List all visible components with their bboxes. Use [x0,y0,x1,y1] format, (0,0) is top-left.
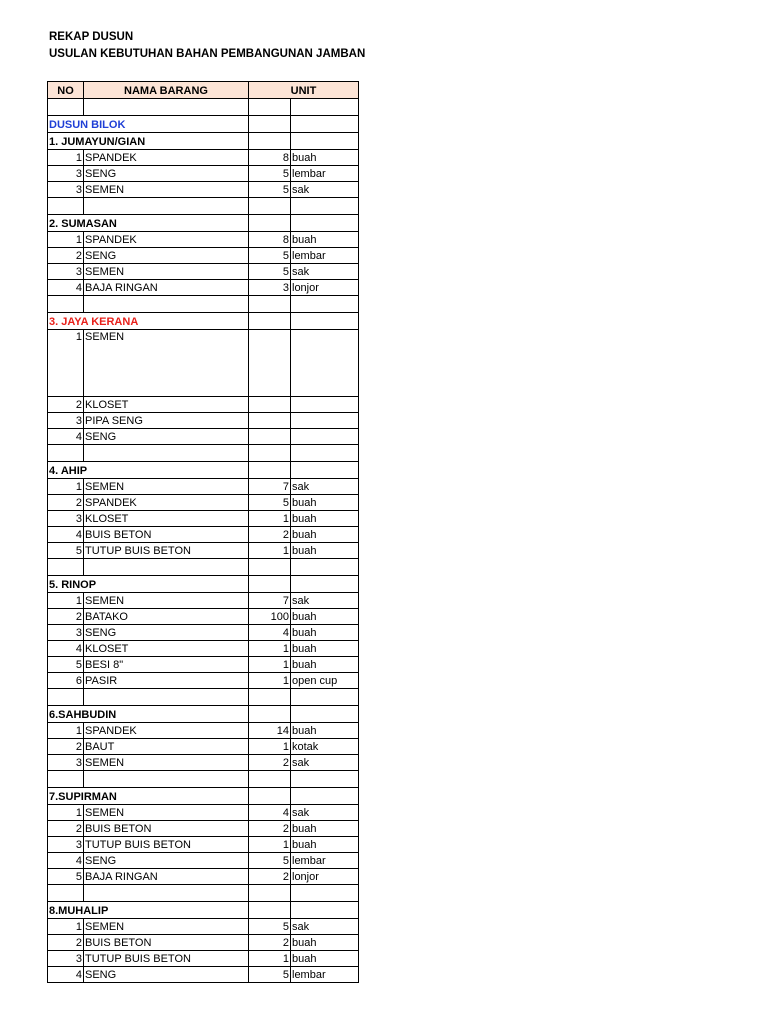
unit-cell[interactable]: buah [291,657,359,673]
no-cell[interactable]: 1 [48,805,84,821]
qty-cell[interactable]: 5 [249,248,291,264]
material-needs-table [47,81,359,983]
name-cell[interactable]: BAUT [84,739,249,755]
header-no[interactable]: NO [48,82,84,99]
empty-cell[interactable] [48,198,84,215]
empty-cell[interactable] [291,576,359,593]
qty-cell[interactable]: 1 [249,951,291,967]
qty-cell[interactable]: 5 [249,495,291,511]
qty-cell[interactable]: 3 [249,280,291,296]
qty-cell[interactable]: 5 [249,967,291,983]
qty-cell[interactable]: 2 [249,935,291,951]
table-row [48,397,359,413]
name-cell[interactable]: KLOSET [84,641,249,657]
table-row [48,837,359,853]
report-subtitle: USULAN KEBUTUHAN BAHAN PEMBANGUNAN JAMBAN [49,48,366,60]
no-cell[interactable]: 1 [48,593,84,609]
name-cell[interactable]: SENG [84,166,249,182]
name-cell[interactable]: BUIS BETON [84,821,249,837]
empty-cell[interactable] [84,559,249,576]
empty-cell[interactable] [291,689,359,706]
qty-cell[interactable]: 100 [249,609,291,625]
blank-row [48,445,359,462]
unit-cell[interactable]: buah [291,821,359,837]
empty-cell[interactable] [291,116,359,133]
no-cell[interactable]: 4 [48,429,84,445]
unit-cell[interactable]: kotak [291,739,359,755]
name-cell[interactable]: SPANDEK [84,232,249,248]
qty-cell[interactable]: 5 [249,264,291,280]
no-cell[interactable]: 5 [48,869,84,885]
table-row [48,543,359,559]
qty-cell[interactable]: 5 [249,166,291,182]
qty-cell[interactable]: 7 [249,479,291,495]
section-label[interactable]: 4. AHIP [48,462,249,479]
qty-cell[interactable]: 2 [249,755,291,771]
empty-cell[interactable] [291,198,359,215]
name-cell[interactable]: BUIS BETON [84,527,249,543]
empty-cell[interactable] [291,771,359,788]
empty-cell[interactable] [249,689,291,706]
no-cell[interactable]: 2 [48,935,84,951]
table-row [48,919,359,935]
empty-cell[interactable] [84,198,249,215]
table-row [48,967,359,983]
no-cell[interactable]: 1 [48,330,84,397]
section-label[interactable]: 1. JUMAYUN/GIAN [48,133,249,150]
unit-cell[interactable] [291,413,359,429]
name-cell[interactable]: SENG [84,248,249,264]
empty-cell[interactable] [291,296,359,313]
no-cell[interactable]: 3 [48,625,84,641]
unit-cell[interactable]: buah [291,935,359,951]
table-row [48,413,359,429]
unit-cell[interactable]: buah [291,511,359,527]
blank-row [48,99,359,116]
no-cell[interactable]: 3 [48,837,84,853]
qty-cell[interactable]: 1 [249,641,291,657]
name-cell[interactable]: PIPA SENG [84,413,249,429]
unit-cell[interactable]: sak [291,182,359,198]
section-row [48,116,359,133]
table-row [48,511,359,527]
no-cell[interactable]: 1 [48,723,84,739]
name-cell[interactable]: SPANDEK [84,723,249,739]
qty-cell[interactable]: 7 [249,593,291,609]
name-cell[interactable]: BATAKO [84,609,249,625]
qty-cell[interactable]: 1 [249,837,291,853]
empty-cell[interactable] [249,559,291,576]
table-row [48,755,359,771]
empty-cell[interactable] [48,559,84,576]
unit-cell[interactable] [291,429,359,445]
empty-cell[interactable] [84,99,249,116]
empty-cell[interactable] [291,215,359,232]
table-row [48,264,359,280]
name-cell[interactable]: TUTUP BUIS BETON [84,837,249,853]
header-nama-barang[interactable]: NAMA BARANG [84,82,249,99]
qty-cell[interactable]: 1 [249,657,291,673]
section-label[interactable]: 3. JAYA KERANA [48,313,249,330]
section-label[interactable]: 8.MUHALIP [48,902,249,919]
qty-cell[interactable] [249,330,291,397]
empty-cell[interactable] [249,116,291,133]
empty-cell[interactable] [291,462,359,479]
unit-cell[interactable]: sak [291,479,359,495]
table-row [48,182,359,198]
no-cell[interactable]: 3 [48,264,84,280]
empty-cell[interactable] [291,706,359,723]
empty-cell[interactable] [249,902,291,919]
table-row [48,495,359,511]
no-cell[interactable]: 2 [48,495,84,511]
section-row [48,313,359,330]
table-row [48,429,359,445]
empty-cell[interactable] [48,445,84,462]
no-cell[interactable]: 4 [48,641,84,657]
name-cell[interactable]: BAJA RINGAN [84,869,249,885]
table-row [48,805,359,821]
table-row [48,869,359,885]
unit-cell[interactable]: buah [291,495,359,511]
qty-cell[interactable]: 5 [249,853,291,869]
table-row [48,609,359,625]
no-cell[interactable]: 3 [48,166,84,182]
qty-cell[interactable]: 2 [249,527,291,543]
no-cell[interactable]: 2 [48,248,84,264]
empty-cell[interactable] [249,296,291,313]
empty-cell[interactable] [291,885,359,902]
no-cell[interactable]: 4 [48,853,84,869]
empty-cell[interactable] [48,689,84,706]
name-cell[interactable]: BUIS BETON [84,935,249,951]
name-cell[interactable]: SENG [84,967,249,983]
table-row [48,248,359,264]
unit-cell[interactable]: buah [291,723,359,739]
no-cell[interactable]: 2 [48,397,84,413]
unit-cell[interactable]: lembar [291,248,359,264]
empty-cell[interactable] [249,576,291,593]
qty-cell[interactable]: 8 [249,150,291,166]
empty-cell[interactable] [48,99,84,116]
table-row [48,951,359,967]
name-cell[interactable]: TUTUP BUIS BETON [84,951,249,967]
empty-cell[interactable] [84,885,249,902]
name-cell[interactable]: SPANDEK [84,150,249,166]
empty-cell[interactable] [48,771,84,788]
table-row [48,150,359,166]
qty-cell[interactable]: 5 [249,919,291,935]
empty-cell[interactable] [249,198,291,215]
no-cell[interactable]: 5 [48,543,84,559]
qty-cell[interactable] [249,429,291,445]
no-cell[interactable]: 3 [48,182,84,198]
no-cell[interactable]: 5 [48,657,84,673]
qty-cell[interactable]: 5 [249,182,291,198]
empty-cell[interactable] [249,445,291,462]
table-row [48,232,359,248]
section-label[interactable]: 7.SUPIRMAN [48,788,249,805]
empty-cell[interactable] [48,885,84,902]
table-row [48,673,359,689]
name-cell[interactable]: KLOSET [84,511,249,527]
empty-cell[interactable] [249,771,291,788]
no-cell[interactable]: 3 [48,951,84,967]
no-cell[interactable]: 2 [48,739,84,755]
table-header-row [48,82,359,99]
no-cell[interactable]: 4 [48,967,84,983]
unit-cell[interactable]: buah [291,527,359,543]
qty-cell[interactable]: 1 [249,511,291,527]
section-row [48,788,359,805]
unit-cell[interactable]: buah [291,951,359,967]
blank-row [48,771,359,788]
no-cell[interactable]: 1 [48,150,84,166]
qty-cell[interactable]: 1 [249,673,291,689]
table-row [48,739,359,755]
empty-cell[interactable] [249,788,291,805]
name-cell[interactable]: BESI 8" [84,657,249,673]
unit-cell[interactable]: sak [291,755,359,771]
no-cell[interactable]: 1 [48,232,84,248]
empty-cell[interactable] [291,445,359,462]
name-cell[interactable]: SPANDEK [84,495,249,511]
name-cell[interactable]: KLOSET [84,397,249,413]
name-cell[interactable]: SENG [84,853,249,869]
unit-cell[interactable]: open cup [291,673,359,689]
qty-cell[interactable]: 4 [249,805,291,821]
table-row [48,853,359,869]
empty-cell[interactable] [291,313,359,330]
table-row [48,479,359,495]
unit-cell[interactable]: buah [291,609,359,625]
empty-cell[interactable] [249,462,291,479]
table-row [48,527,359,543]
table-row [48,593,359,609]
table-row [48,625,359,641]
empty-cell[interactable] [291,99,359,116]
name-cell[interactable]: BAJA RINGAN [84,280,249,296]
empty-cell[interactable] [249,99,291,116]
empty-cell[interactable] [291,133,359,150]
unit-cell[interactable]: buah [291,641,359,657]
unit-cell[interactable]: sak [291,805,359,821]
table-row [48,935,359,951]
section-label[interactable]: 5. RINOP [48,576,249,593]
name-cell[interactable]: SEMEN [84,330,249,397]
name-cell[interactable]: PASIR [84,673,249,689]
no-cell[interactable]: 3 [48,755,84,771]
unit-cell[interactable]: lonjor [291,280,359,296]
name-cell[interactable]: SEMEN [84,479,249,495]
no-cell[interactable]: 3 [48,413,84,429]
empty-cell[interactable] [84,445,249,462]
no-cell[interactable]: 3 [48,511,84,527]
empty-cell[interactable] [84,771,249,788]
name-cell[interactable]: SEMEN [84,593,249,609]
section-row [48,462,359,479]
unit-cell[interactable]: lembar [291,853,359,869]
qty-cell[interactable]: 14 [249,723,291,739]
name-cell[interactable]: SENG [84,429,249,445]
unit-cell[interactable]: buah [291,625,359,641]
no-cell[interactable]: 1 [48,919,84,935]
qty-cell[interactable]: 1 [249,739,291,755]
section-row [48,215,359,232]
section-row [48,902,359,919]
unit-cell[interactable]: buah [291,232,359,248]
report-title: REKAP DUSUN [49,31,134,43]
empty-cell[interactable] [249,885,291,902]
name-cell[interactable]: SEMEN [84,805,249,821]
empty-cell[interactable] [84,689,249,706]
section-row [48,706,359,723]
name-cell[interactable]: TUTUP BUIS BETON [84,543,249,559]
unit-cell[interactable]: sak [291,919,359,935]
table-row [48,723,359,739]
empty-cell[interactable] [84,296,249,313]
table-body [48,99,359,983]
no-cell[interactable]: 6 [48,673,84,689]
blank-row [48,559,359,576]
blank-row [48,198,359,215]
qty-cell[interactable] [249,413,291,429]
no-cell[interactable]: 4 [48,280,84,296]
blank-row [48,689,359,706]
empty-cell[interactable] [291,559,359,576]
qty-cell[interactable] [249,397,291,413]
unit-cell[interactable]: lembar [291,166,359,182]
blank-row [48,296,359,313]
empty-cell[interactable] [249,133,291,150]
section-label[interactable]: 2. SUMASAN [48,215,249,232]
section-label[interactable]: 6.SAHBUDIN [48,706,249,723]
qty-cell[interactable]: 2 [249,869,291,885]
table-row [48,657,359,673]
unit-cell[interactable]: buah [291,837,359,853]
no-cell[interactable]: 1 [48,479,84,495]
unit-cell[interactable]: lonjor [291,869,359,885]
no-cell[interactable]: 4 [48,527,84,543]
table-row [48,330,359,397]
header-unit[interactable]: UNIT [249,82,359,99]
table-row [48,280,359,296]
unit-cell[interactable]: buah [291,150,359,166]
qty-cell[interactable]: 4 [249,625,291,641]
name-cell[interactable]: SEMEN [84,264,249,280]
table-row [48,641,359,657]
qty-cell[interactable]: 8 [249,232,291,248]
empty-cell[interactable] [291,902,359,919]
unit-cell[interactable]: buah [291,543,359,559]
unit-cell[interactable]: lembar [291,967,359,983]
name-cell[interactable]: SEMEN [84,182,249,198]
qty-cell[interactable]: 1 [249,543,291,559]
unit-cell[interactable]: sak [291,264,359,280]
table-row [48,166,359,182]
empty-cell[interactable] [249,706,291,723]
section-label[interactable]: DUSUN BILOK [48,116,249,133]
unit-cell[interactable] [291,397,359,413]
name-cell[interactable]: SEMEN [84,755,249,771]
table-row [48,821,359,837]
blank-row [48,885,359,902]
no-cell[interactable]: 2 [48,609,84,625]
empty-cell[interactable] [48,296,84,313]
empty-cell[interactable] [249,215,291,232]
name-cell[interactable]: SENG [84,625,249,641]
qty-cell[interactable]: 2 [249,821,291,837]
name-cell[interactable]: SEMEN [84,919,249,935]
spreadsheet-table-container [47,81,359,983]
empty-cell[interactable] [249,313,291,330]
section-row [48,133,359,150]
no-cell[interactable]: 2 [48,821,84,837]
section-row [48,576,359,593]
unit-cell[interactable] [291,330,359,397]
unit-cell[interactable]: sak [291,593,359,609]
empty-cell[interactable] [291,788,359,805]
